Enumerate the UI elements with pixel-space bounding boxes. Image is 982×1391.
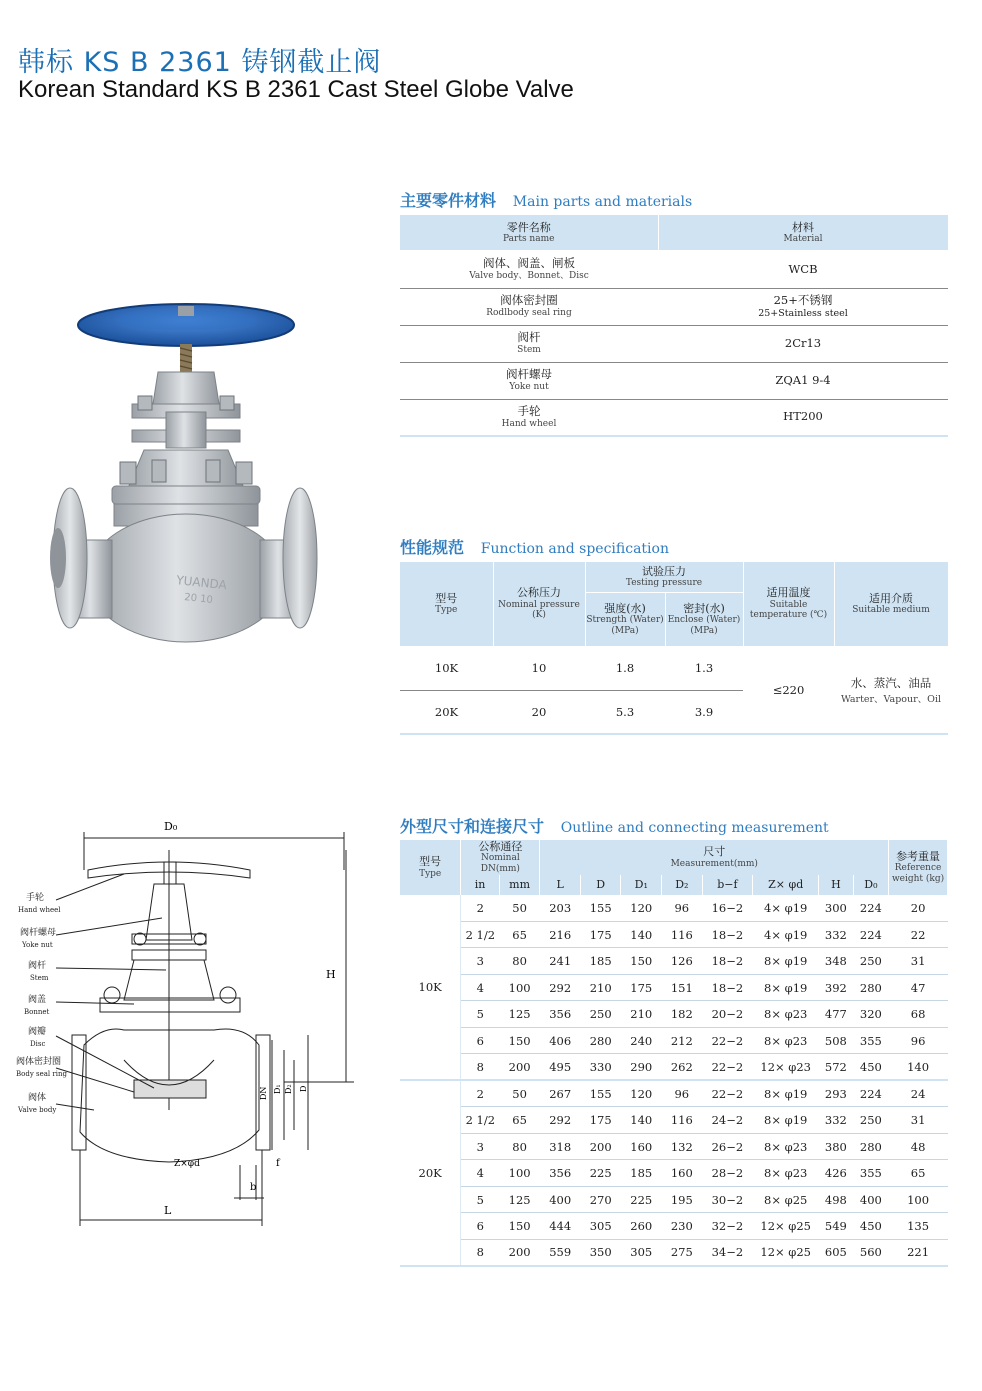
dims-subcol: L [540,875,581,895]
dims-cell: 182 [662,1001,703,1028]
dims-cell: 200 [499,1054,540,1081]
dims-cell: 18−2 [702,921,753,948]
dims-cell: 8× φ19 [753,974,819,1001]
dims-cell: 65 [499,1107,540,1134]
dims-cell: 300 [819,895,853,922]
dims-cell: 560 [853,1239,889,1266]
dims-cell: 280 [580,1027,621,1054]
dims-cell: 175 [580,921,621,948]
spec-col-seal: 密封(水) Enclose (Water) (MPa) [665,592,743,646]
dims-subcol: D₀ [853,875,889,895]
dims-cell: 2 [461,895,500,922]
table-row [400,399,948,436]
dims-cell: 126 [662,948,703,975]
dims-cell: 22−2 [702,1080,753,1107]
dims-cell: 8× φ23 [753,1160,819,1187]
dims-cell: 125 [499,1001,540,1028]
table-row [400,1133,948,1160]
dims-cell: 275 [662,1239,703,1266]
dims-cell: 8× φ19 [753,948,819,975]
dims-subcol: D₂ [662,875,703,895]
dims-cell: 400 [540,1186,581,1213]
dims-subcol: H [819,875,853,895]
dims-cell: 31 [889,948,948,975]
casting-text-2: 20 10 [183,592,214,606]
page-title-cn: 韩标 KS B 2361 铸钢截止阀 [18,47,382,78]
dims-cell: 200 [580,1133,621,1160]
dims-cell: 68 [889,1001,948,1028]
dims-cell: 24 [889,1080,948,1107]
valve-section-drawing [14,810,374,1230]
dims-col-weight: 参考重量 Reference weight (kg) [889,840,948,895]
dims-cell: 444 [540,1213,581,1240]
dims-cell: 185 [580,948,621,975]
dims-cell: 32−2 [702,1213,753,1240]
dims-cell: 20−2 [702,1001,753,1028]
dims-cell: 22−2 [702,1054,753,1081]
dims-cell: 262 [662,1054,703,1081]
table-row [400,251,948,288]
spec-col-medium: 适用介质 Suitable medium [834,562,948,646]
dims-cell: 240 [621,1027,662,1054]
dims-cell: 96 [662,1080,703,1107]
dims-cell: 48 [889,1133,948,1160]
dims-cell: 508 [819,1027,853,1054]
dims-cell: 426 [819,1160,853,1187]
table-row [400,1186,948,1213]
part-name: 阀体密封圈 Rodlbody seal ring [400,288,658,325]
dims-cell: 450 [853,1054,889,1081]
table-row [400,974,948,1001]
dims-cell: 450 [853,1213,889,1240]
part-name: 阀体、阀盖、闸板 Valve body、Bonnet、Disc [400,251,658,288]
dims-cell: 5 [461,1186,500,1213]
dims-cell: 100 [889,1186,948,1213]
dims-cell: 4× φ19 [753,921,819,948]
table-row [400,1001,948,1028]
dims-cell: 22 [889,921,948,948]
parts-table [400,215,949,437]
dims-cell: 406 [540,1027,581,1054]
dims-cell: 320 [853,1001,889,1028]
dims-cell: 116 [662,1107,703,1134]
dims-cell: 8 [461,1239,500,1266]
spec-heading [400,535,669,558]
dims-cell: 175 [580,1107,621,1134]
spec-col-nominal-pressure: 公称压力 Nominal pressure (K) [493,562,585,646]
dims-cell: 332 [819,1107,853,1134]
dims-cell: 290 [621,1054,662,1081]
dims-cell: 8× φ23 [753,1001,819,1028]
dims-cell: 132 [662,1133,703,1160]
dims-cell: 28−2 [702,1160,753,1187]
dims-cell: 318 [540,1133,581,1160]
dims-cell: 151 [662,974,703,1001]
dims-cell: 175 [621,974,662,1001]
table-row [400,948,948,975]
spec-type: 20K [400,690,493,734]
spec-medium: 水、蒸汽、油品 Warter、Vapour、Oil [834,646,948,734]
table-row [400,288,948,325]
dims-table [400,840,948,1267]
page-title-en: Korean Standard KS B 2361 Cast Steel Globe Valve [18,76,574,103]
dim-d0: D₀ [164,820,178,833]
spec-col-strength: 强度(水) Strength (Water) (MPa) [585,592,665,646]
parts-heading-en: Main parts and materials [512,194,693,210]
dims-cell: 498 [819,1186,853,1213]
part-name: 阀杆螺母 Yoke nut [400,362,658,399]
label-sealring-cn: 阀体密封圈 [16,1057,62,1067]
dims-cell: 355 [853,1160,889,1187]
dims-cell: 200 [499,1239,540,1266]
dims-cell: 160 [662,1160,703,1187]
dims-cell: 31 [889,1107,948,1134]
dims-cell: 230 [662,1213,703,1240]
dims-cell: 34−2 [702,1239,753,1266]
dims-cell: 280 [853,1133,889,1160]
dims-cell: 150 [499,1213,540,1240]
table-row [400,1027,948,1054]
dims-cell: 6 [461,1027,500,1054]
dims-cell: 65 [889,1160,948,1187]
dims-cell: 477 [819,1001,853,1028]
spec-strength: 1.8 [585,646,665,690]
parts-col-material: 材料 Material [658,215,948,251]
table-row [400,325,948,362]
dims-cell: 8× φ25 [753,1186,819,1213]
dims-cell: 241 [540,948,581,975]
dim-dn: DN [259,1086,268,1100]
dims-cell: 292 [540,1107,581,1134]
dims-cell: 210 [580,974,621,1001]
dims-cell: 400 [853,1186,889,1213]
dims-cell: 2 1/2 [461,921,500,948]
dims-cell: 125 [499,1186,540,1213]
dims-cell: 50 [499,895,540,922]
dim-b: b [250,1182,257,1193]
dims-cell: 24−2 [702,1107,753,1134]
dim-d2: D₂ [284,1084,293,1094]
spec-nominal-pressure: 10 [493,646,585,690]
dims-cell: 140 [621,921,662,948]
label-handwheel-en: Hand wheel [18,906,61,914]
part-material: HT200 [658,399,948,436]
dims-cell: 2 [461,1080,500,1107]
part-material: WCB [658,251,948,288]
dims-cell: 155 [580,895,621,922]
dims-cell: 350 [580,1239,621,1266]
dims-cell: 305 [621,1239,662,1266]
dims-cell: 330 [580,1054,621,1081]
part-name: 阀杆 Stem [400,325,658,362]
table-row [400,1080,948,1107]
dims-cell: 605 [819,1239,853,1266]
spec-seal: 1.3 [665,646,743,690]
table-row [400,921,948,948]
dims-cell: 260 [621,1213,662,1240]
dims-cell: 549 [819,1213,853,1240]
spec-heading-en: Function and specification [480,541,669,557]
label-disc-en: Disc [30,1040,46,1048]
dims-cell: 8 [461,1054,500,1081]
label-disc-cn: 阀瓣 [28,1027,47,1037]
valve-photo [48,300,348,645]
dims-cell: 6 [461,1213,500,1240]
table-row [400,1239,948,1266]
label-stem-en: Stem [30,974,49,982]
spec-col-type: 型号 Type [400,562,493,646]
dims-cell: 26−2 [702,1133,753,1160]
label-yokenut-cn: 阀杆螺母 [20,928,57,938]
dims-type-group: 20K [400,1080,461,1266]
dims-cell: 3 [461,948,500,975]
dims-cell: 195 [662,1186,703,1213]
dims-cell: 18−2 [702,948,753,975]
table-row [400,1160,948,1187]
spec-col-testing-pressure: 试验压力 Testing pressure [585,562,743,592]
dims-cell: 356 [540,1160,581,1187]
label-body-cn: 阀体 [28,1093,47,1103]
dims-cell: 50 [499,1080,540,1107]
dims-cell: 225 [621,1186,662,1213]
label-bonnet-cn: 阀盖 [28,995,47,1005]
dims-cell: 392 [819,974,853,1001]
casting-text-1: YUANDA [175,573,228,593]
dims-cell: 212 [662,1027,703,1054]
dims-cell: 210 [621,1001,662,1028]
part-material: 2Cr13 [658,325,948,362]
dims-cell: 100 [499,1160,540,1187]
dims-cell: 270 [580,1186,621,1213]
dims-cell: 185 [621,1160,662,1187]
label-handwheel-cn: 手轮 [26,893,45,903]
spec-strength: 5.3 [585,690,665,734]
dims-cell: 96 [889,1027,948,1054]
dim-h: H [326,968,336,981]
dims-cell: 8× φ23 [753,1027,819,1054]
dim-d: D [299,1085,308,1092]
dims-cell: 2 1/2 [461,1107,500,1134]
dims-subcol: D₁ [621,875,662,895]
dims-cell: 5 [461,1001,500,1028]
dims-subcol: D [580,875,621,895]
dims-cell: 4 [461,1160,500,1187]
parts-heading [400,188,692,211]
table-row [400,1054,948,1081]
spec-type: 10K [400,646,493,690]
dims-col-nominal-dn: 公称通径 Nominal DN(mm) [461,840,540,875]
dims-cell: 16−2 [702,895,753,922]
dims-cell: 155 [580,1080,621,1107]
parts-heading-cn: 主要零件材料 [400,191,497,210]
dims-type-group: 10K [400,895,461,1081]
dims-cell: 30−2 [702,1186,753,1213]
dim-d1: D₁ [273,1084,282,1094]
dim-f: f [276,1158,280,1169]
dims-cell: 225 [580,1160,621,1187]
dims-cell: 116 [662,921,703,948]
dims-cell: 4× φ19 [753,895,819,922]
dim-l: L [164,1204,172,1217]
dims-cell: 280 [853,974,889,1001]
dims-cell: 20 [889,895,948,922]
dims-cell: 80 [499,948,540,975]
spec-table [400,562,949,735]
spec-heading-cn: 性能规范 [400,538,465,557]
dims-cell: 221 [889,1239,948,1266]
part-material: 25+不锈钢 25+Stainless steel [658,288,948,325]
dims-cell: 495 [540,1054,581,1081]
dims-cell: 216 [540,921,581,948]
dims-cell: 80 [499,1133,540,1160]
dims-cell: 8× φ23 [753,1133,819,1160]
dims-cell: 12× φ23 [753,1054,819,1081]
part-material: ZQA1 9-4 [658,362,948,399]
table-row [400,1213,948,1240]
dims-heading-en: Outline and connecting measurement [560,820,829,836]
table-row [400,646,948,690]
dims-cell: 18−2 [702,974,753,1001]
label-body-en: Valve body [18,1106,57,1114]
dims-cell: 224 [853,921,889,948]
label-stem-cn: 阀杆 [28,961,47,971]
dims-cell: 12× φ25 [753,1239,819,1266]
dims-cell: 572 [819,1054,853,1081]
dim-zd: Z×φd [174,1159,200,1169]
table-row [400,895,948,922]
dims-cell: 380 [819,1133,853,1160]
dims-cell: 12× φ25 [753,1213,819,1240]
table-row [400,362,948,399]
spec-seal: 3.9 [665,690,743,734]
part-name: 手轮 Hand wheel [400,399,658,436]
dims-cell: 203 [540,895,581,922]
dims-col-type: 型号 Type [400,840,461,895]
dims-cell: 96 [662,895,703,922]
dims-cell: 22−2 [702,1027,753,1054]
dims-cell: 224 [853,895,889,922]
dims-cell: 8× φ19 [753,1107,819,1134]
dims-subcol: b−f [702,875,753,895]
dims-cell: 355 [853,1027,889,1054]
label-bonnet-en: Bonnet [24,1008,50,1016]
dims-cell: 150 [621,948,662,975]
dims-subcol: mm [499,875,540,895]
table-row [400,1107,948,1134]
dims-subcol: in [461,875,500,895]
dims-cell: 140 [889,1054,948,1081]
spec-nominal-pressure: 20 [493,690,585,734]
dims-cell: 332 [819,921,853,948]
dims-cell: 267 [540,1080,581,1107]
dims-cell: 65 [499,921,540,948]
dims-heading-cn: 外型尺寸和连接尺寸 [400,817,545,836]
dims-cell: 250 [853,1107,889,1134]
dims-cell: 100 [499,974,540,1001]
dims-cell: 135 [889,1213,948,1240]
dims-cell: 250 [580,1001,621,1028]
dims-cell: 293 [819,1080,853,1107]
dims-cell: 160 [621,1133,662,1160]
dims-cell: 3 [461,1133,500,1160]
dims-heading [400,814,829,837]
dims-cell: 120 [621,895,662,922]
spec-col-temperature: 适用温度 Suitable temperature (℃) [743,562,834,646]
dims-subcol: Z× φd [753,875,819,895]
dims-cell: 4 [461,974,500,1001]
dims-cell: 292 [540,974,581,1001]
dims-cell: 250 [853,948,889,975]
dims-cell: 8× φ19 [753,1080,819,1107]
dims-cell: 559 [540,1239,581,1266]
dims-cell: 150 [499,1027,540,1054]
dims-cell: 348 [819,948,853,975]
dims-cell: 224 [853,1080,889,1107]
label-sealring-en: Body seal ring [16,1070,67,1078]
dims-cell: 47 [889,974,948,1001]
spec-temperature: ≤220 [743,646,834,734]
dims-cell: 140 [621,1107,662,1134]
dims-cell: 305 [580,1213,621,1240]
label-yokenut-en: Yoke nut [22,941,53,949]
parts-col-name: 零件名称 Parts name [400,215,658,251]
dims-cell: 356 [540,1001,581,1028]
dims-cell: 120 [621,1080,662,1107]
dims-col-measurement: 尺寸 Measurement(mm) [540,840,889,875]
